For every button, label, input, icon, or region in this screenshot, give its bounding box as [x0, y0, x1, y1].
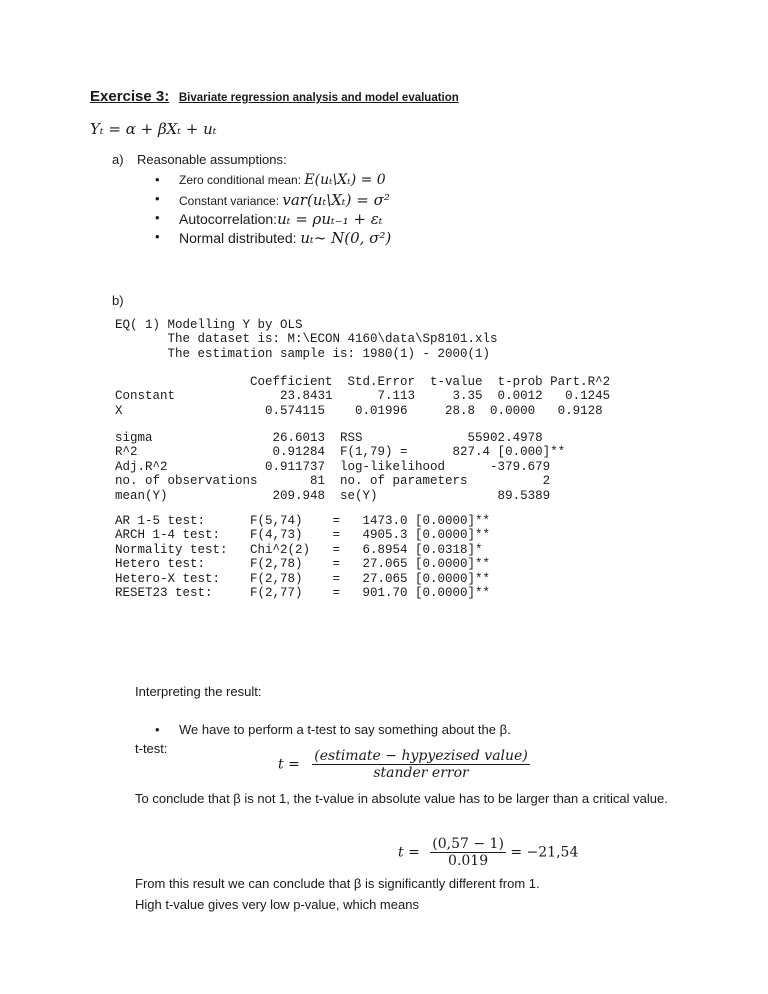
output-line: The estimation sample is: 1980(1) - 2000(1) [115, 346, 491, 361]
list-item [155, 229, 675, 248]
exercise-subtitle: Bivariate regression analysis and model evaluation [178, 92, 459, 104]
diagnostic-tests [115, 514, 490, 600]
bullet-icon: • [155, 229, 160, 244]
table-row: Coefficient Std.Error t-value t-prob Part.R^2 [115, 375, 611, 389]
formula-fraction [312, 748, 530, 781]
table-row: no. of observations 81 no. of parameters 2 [115, 474, 551, 489]
part-a-label: a) [112, 152, 124, 167]
formula-numerator: (estimate − hypyezised value) [314, 748, 528, 764]
output-line: The dataset is: M:\ECON 4160\data\Sp8101.xls [115, 332, 498, 347]
table-row: ARCH 1-4 test: F(4,73) = 4905.3 [0.0000]** [115, 528, 491, 543]
bullet-icon: • [155, 722, 160, 737]
part-a-heading: Reasonable assumptions: [137, 152, 287, 167]
bullet-icon: • [155, 172, 160, 187]
assumption-math: uₜ = ρuₜ₋₁ + εₜ [277, 210, 383, 228]
list-item [155, 172, 675, 191]
exercise-number: Exercise 3: [90, 88, 170, 105]
table-row: Adj.R^2 0.911737 log-likelihood -379.679 [115, 459, 551, 474]
table-row: X 0.574115 0.01996 28.8 0.0000 0.9128 [115, 403, 603, 418]
conclusion-3: High t-value gives very low p-value, which means [135, 897, 419, 912]
interpretation-heading: Interpreting the result: [135, 684, 262, 699]
list-item [155, 191, 675, 210]
table-row: RESET23 test: F(2,77) = 901.70 [0.0000]** [115, 586, 491, 601]
calc-numerator: (0,57 − 1) [432, 836, 504, 852]
regression-output-header [115, 318, 498, 361]
summary-statistics [115, 431, 565, 503]
table-row: Normality test: Chi^2(2) = 6.8954 [0.0318]* [115, 542, 483, 557]
formula-lhs: t = [278, 756, 300, 773]
calc-denominator: 0.019 [448, 853, 489, 869]
list-item [155, 210, 675, 229]
assumption-text: Zero conditional mean: [179, 173, 305, 187]
table-row: AR 1-5 test: F(5,74) = 1473.0 [0.0000]** [115, 514, 491, 528]
bullet-text: We have to perform a t-test to say something about the β. [179, 722, 511, 737]
calc-result: = −21,54 [510, 844, 579, 861]
ttest-formula [278, 748, 530, 781]
assumption-math: E(uₜ\Xₜ) = 0 [304, 172, 386, 188]
assumption-math: var(uₜ\Xₜ) = σ² [282, 191, 390, 209]
calc-lhs: t = [398, 844, 420, 861]
bullet-icon: • [155, 191, 160, 206]
table-row: Hetero test: F(2,78) = 27.065 [0.0000]** [115, 557, 491, 572]
calc-fraction [430, 836, 506, 869]
table-row: R^2 0.91284 F(1,79) = 827.4 [0.000]** [115, 445, 566, 460]
exercise-title [90, 88, 459, 105]
part-b-label: b) [112, 293, 124, 308]
bullet-icon: • [155, 210, 160, 225]
ttest-calculation [398, 836, 578, 869]
assumption-list [155, 172, 675, 248]
assumption-text: Normal distributed: [179, 230, 301, 246]
output-line: EQ( 1) Modelling Y by OLS [115, 318, 303, 332]
assumption-text: Autocorrelation: [179, 211, 278, 227]
assumption-text: Constant variance: [179, 194, 283, 208]
table-row: Constant 23.8431 7.113 3.35 0.0012 0.1245 [115, 389, 611, 404]
ttest-label: t-test: [135, 741, 168, 756]
conclusion-2: From this result we can conclude that β is significantly different from 1. [135, 876, 540, 891]
conclusion-1: To conclude that β is not 1, the t-value in absolute value has to be larger than a critical value. [135, 791, 668, 806]
formula-denominator: stander error [373, 765, 469, 781]
table-row: sigma 26.6013 RSS 55902.4978 [115, 431, 543, 445]
model-equation: Yₜ = α + βXₜ + uₜ [90, 120, 217, 138]
coefficient-table [115, 375, 610, 418]
assumption-math: uₜ~ N(0, σ²) [300, 229, 392, 247]
table-row: Hetero-X test: F(2,78) = 27.065 [0.0000]** [115, 571, 491, 586]
table-row: mean(Y) 209.948 se(Y) 89.5389 [115, 488, 551, 503]
